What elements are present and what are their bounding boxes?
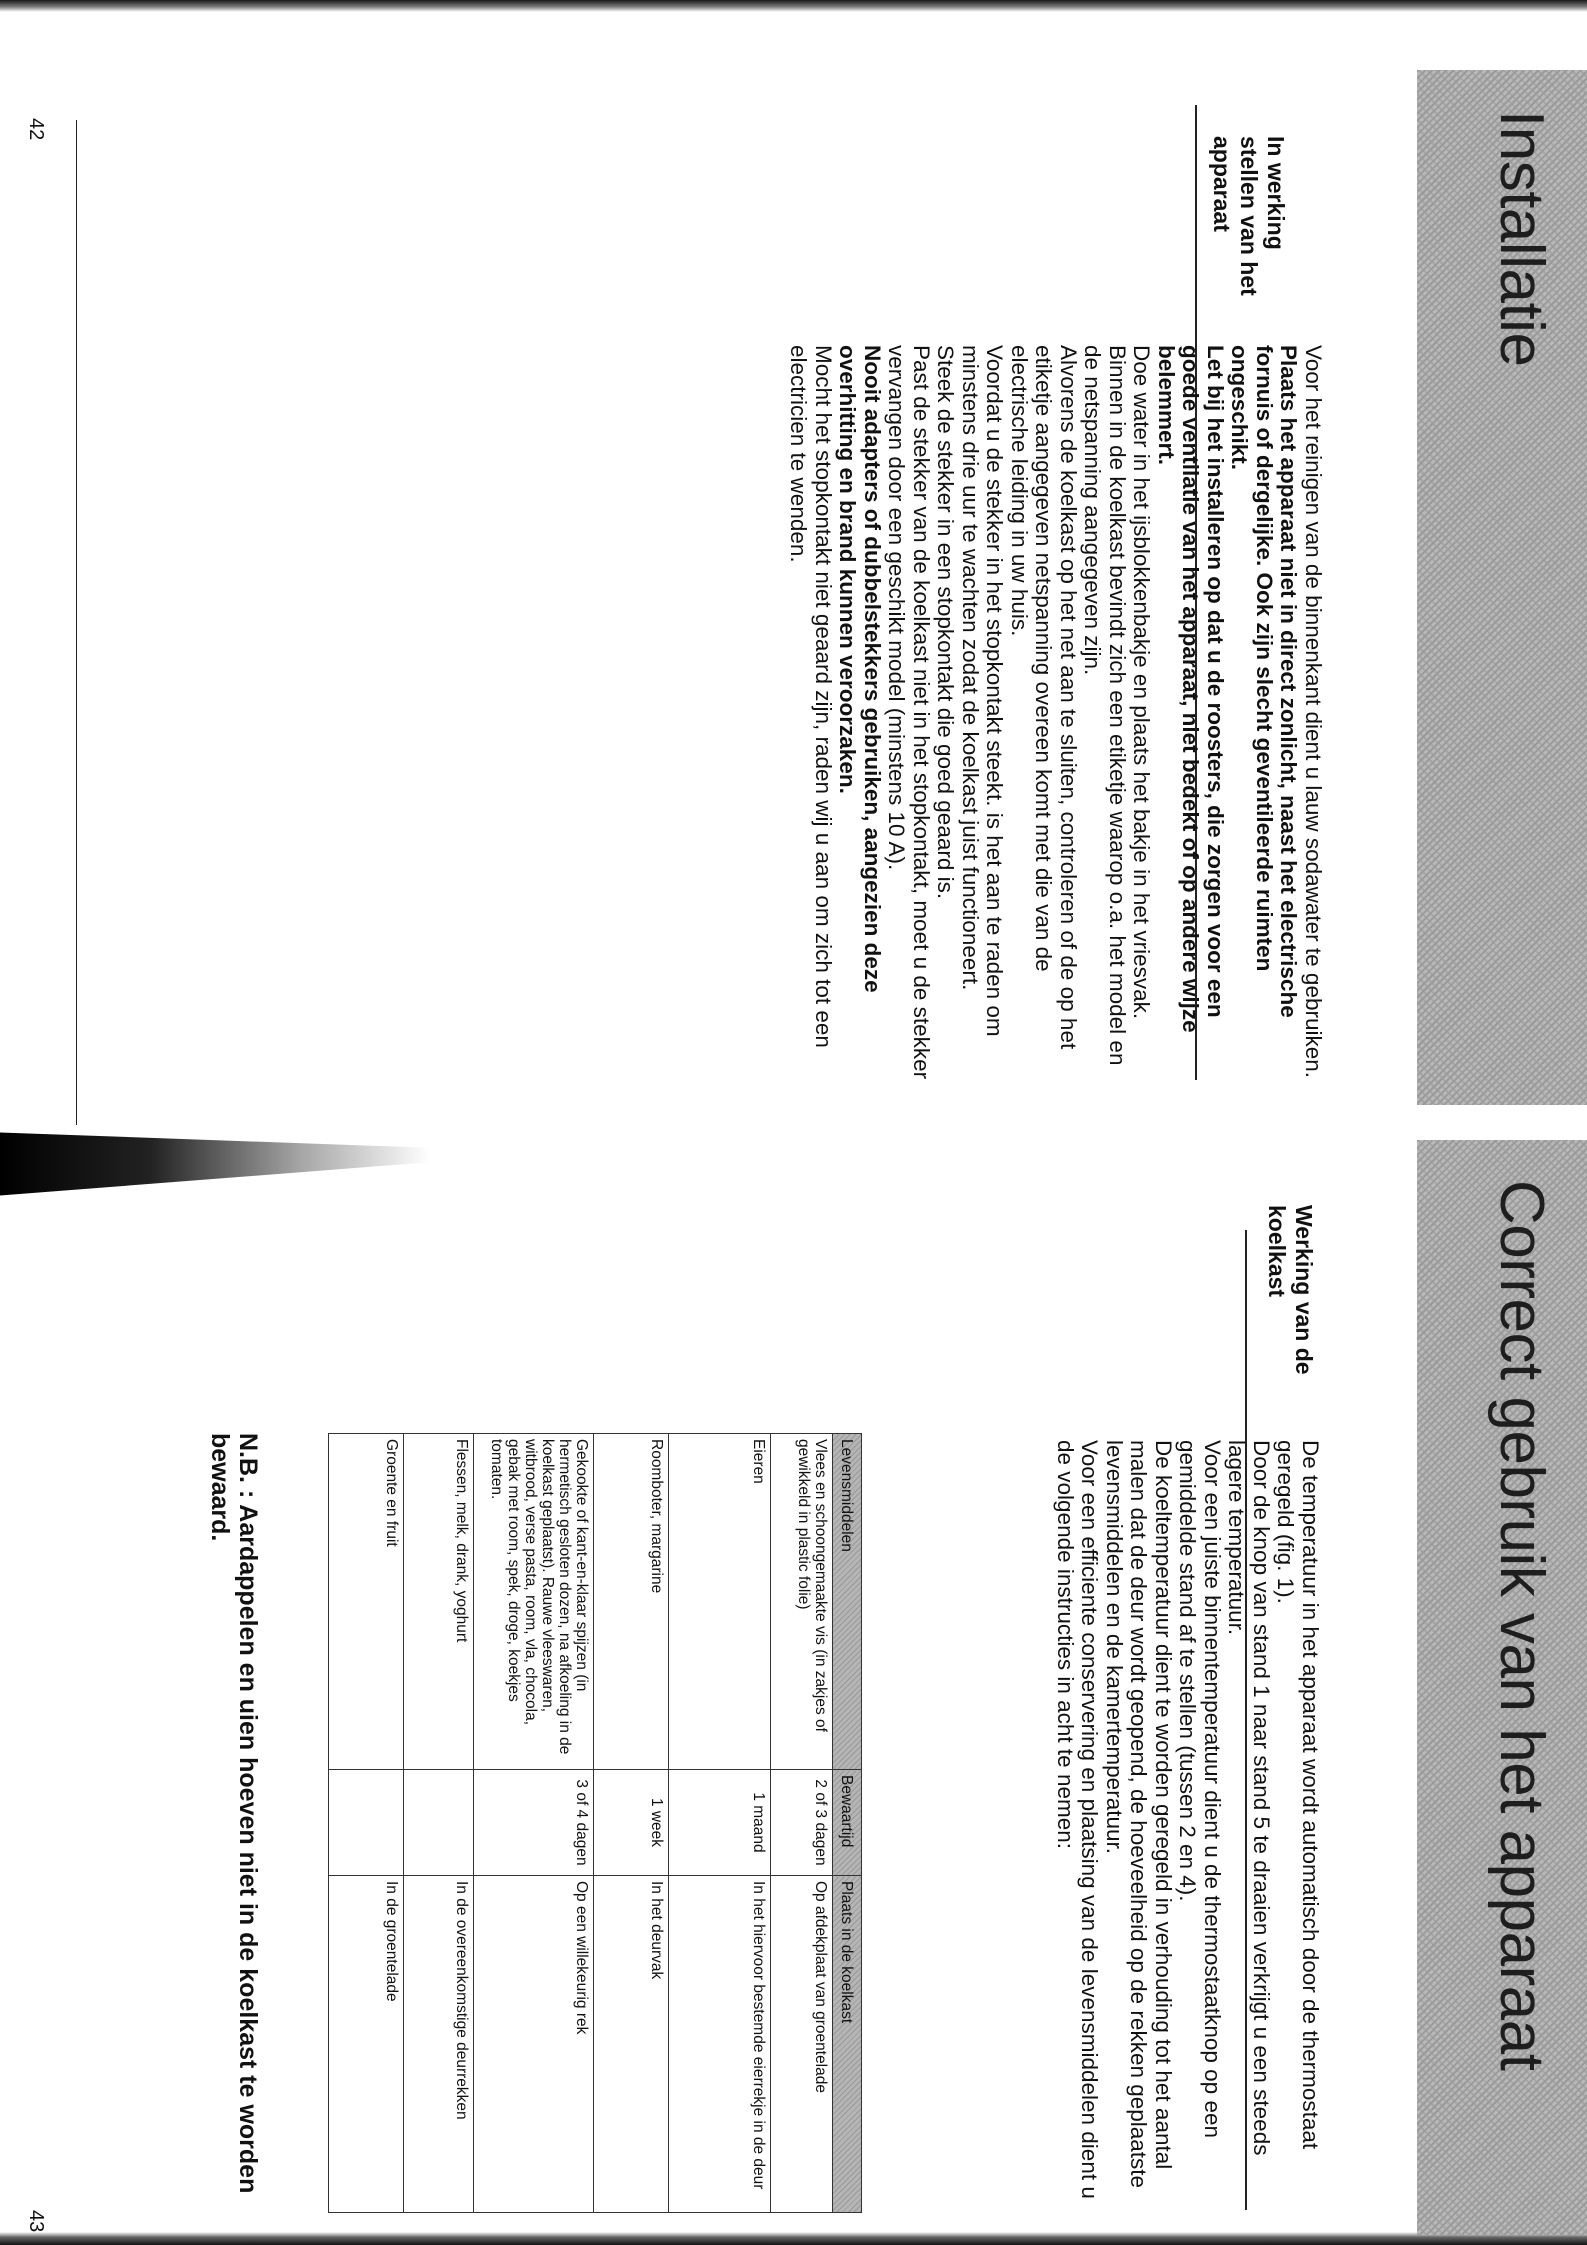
table-cell-food: Roomboter, margarine: [594, 1434, 669, 1770]
page-title-installatie: Installatie: [1487, 110, 1556, 367]
left-body-text: [786, 345, 1325, 1085]
left_page-paragraph: Let bij het installeren op dat u de roosters, die zorgen voor een goede ventilatie van het apparaat, niet bedekt of op andere wijze belemmert.: [1154, 345, 1228, 1033]
right_page-paragraph: Voor een efficiente conservering en plaatsing van de levensmiddelen dient u de volgende instructies in acht te nemen:: [1053, 1440, 1103, 2199]
table-cell-place: In het deurvak: [594, 1876, 669, 2213]
table-row: [771, 1434, 833, 2213]
right-body-text: [1053, 1440, 1323, 2210]
storage-note: N.B. : Aardappelen en uien hoeven niet in de koelkast te worden bewaard.: [206, 1433, 262, 2194]
table-row: [404, 1434, 474, 2213]
table-cell-place: Op een willekeurig rek: [474, 1876, 594, 2213]
left_page-paragraph: Alvorens de koelkast op het net aan te sluiten, controleren of de op het etiketje aangegeven netspanning overeen komt met die van de electrische leiding in uw huis.: [1007, 345, 1081, 1050]
left_page-paragraph: Past de stekker van de koelkast niet in het stopkontakt, moet u de stekker vervangen door een geschikt model (minstens 10 A).: [884, 345, 934, 1080]
banner-correct-gebruik: [1417, 1140, 1587, 2235]
page-title-correct-gebruik: Correct gebruik van het apparaat: [1487, 1180, 1556, 2071]
table-header-place: Plaats in de koelkast: [833, 1876, 862, 2213]
right_page-paragraph: Voor een juiste binnentemperatuur dient u de thermostaatknop op een gemiddelde stand af te stellen (tussen 2 en 4).: [1175, 1440, 1225, 2138]
left_page-paragraph: Mocht het stopkontakt niet geaard zijn, raden wij u aan om zich tot een electricien te wenden.: [786, 345, 836, 1048]
table-row: [329, 1434, 404, 2213]
table-cell-time: 1 maand: [669, 1770, 771, 1876]
right_page-paragraph: De koeltemperatuur dient te worden geregeld in verhouding tot het aantal malen dat de deur wordt geopend, de hoeveelheid op de rekken geplaatste levensmiddelen en de kamertemperatuur.: [1102, 1440, 1176, 2189]
table-cell-food: Flessen, melk, drank, yoghurt: [404, 1434, 474, 1770]
left_page-paragraph: Voordat u de stekker in het stopkontakt steekt. is het aan te raden om minstens drie uur te wachten zodat de koelkast juist functioneert.: [958, 345, 1008, 1037]
left_page-paragraph: Binnen in de koelkast bevindt zich een etiketje waarop o.a. het model en de netspanning aangegeven zijn.: [1080, 345, 1130, 1066]
table-header-food: Levensmiddelen: [833, 1434, 862, 1770]
table-row: [474, 1434, 594, 2213]
table-cell-food: Vlees en schoongemaakte vis (in zakjes of gewikkeld in plastic folie): [771, 1434, 833, 1770]
table-cell-time: 3 of 4 dagen: [474, 1770, 594, 1876]
storage-table: [328, 1433, 862, 2213]
table-header-time: Bewaartijd: [833, 1770, 862, 1876]
table-row: [594, 1434, 669, 2213]
left_page-paragraph: Voor het reinigen van de binnenkant dient u lauw sodawater te gebruiken.: [1301, 345, 1326, 1079]
table-cell-place: In de groentelade: [329, 1876, 404, 2213]
side-heading-in-werking: In werking stellen van het apparaat: [1209, 136, 1289, 296]
left_page-paragraph: Plaats het apparaat niet in direct zonlicht, naast het electrische fornuis of dergelijke. Ook zijn slecht geventileerde ruimten ongeschikt.: [1227, 345, 1302, 1018]
banner-installatie: [1417, 70, 1587, 1105]
right_page-paragraph: De temperatuur in het apparaat wordt automatisch door de thermostaat geregeld (fig. 1).: [1273, 1440, 1323, 2150]
table-cell-food: Gekookte of kant-en-klaar spijzen (in hermetisch gesloten dozen, na afkoeling in de koelkast geplaatst). Rauwe vleeswaren, witbrood, verse pasta, room, vla, chocola, gebak met room, spek, droge, koekjes tomaten.: [474, 1434, 594, 1770]
left_page-paragraph: Nooit adapters of dubbelstekkers gebruiken, aangezien deze overhitting en brand kunnen veroorzaken.: [835, 345, 885, 993]
rule-left-bottom: [76, 120, 77, 1125]
table-cell-place: Op afdekplaat van groentelade: [771, 1876, 833, 2213]
table-cell-time: [329, 1770, 404, 1876]
right_page-paragraph: Door de knop van stand 1 naar stand 5 te draaien verkrijgt u een steeds lagere temperatuur.: [1224, 1440, 1274, 2156]
left_page-paragraph: Steek de stekker in een stopkontakt die goed geaard is.: [933, 345, 959, 900]
table-cell-time: [404, 1770, 474, 1876]
table-cell-time: 2 of 3 dagen: [771, 1770, 833, 1876]
table-cell-place: In het hiervoor bestemde eierrekje in de deur: [669, 1876, 771, 2213]
table-cell-time: 1 week: [594, 1770, 669, 1876]
table-cell-place: In de overeenkomstige deurrekken: [404, 1876, 474, 2213]
table-row: [669, 1434, 771, 2213]
page-number-right: 43: [25, 2210, 47, 2233]
table-cell-food: Eieren: [669, 1434, 771, 1770]
side-heading-werking: Werking van de koelkast: [1264, 1205, 1317, 1375]
table-cell-food: Groente en fruit: [329, 1434, 404, 1770]
page-number-left: 42: [25, 118, 47, 141]
left_page-paragraph: Doe water in het ijsblokkenbakje en plaats het bakje in het vriesvak.: [1129, 345, 1155, 1020]
